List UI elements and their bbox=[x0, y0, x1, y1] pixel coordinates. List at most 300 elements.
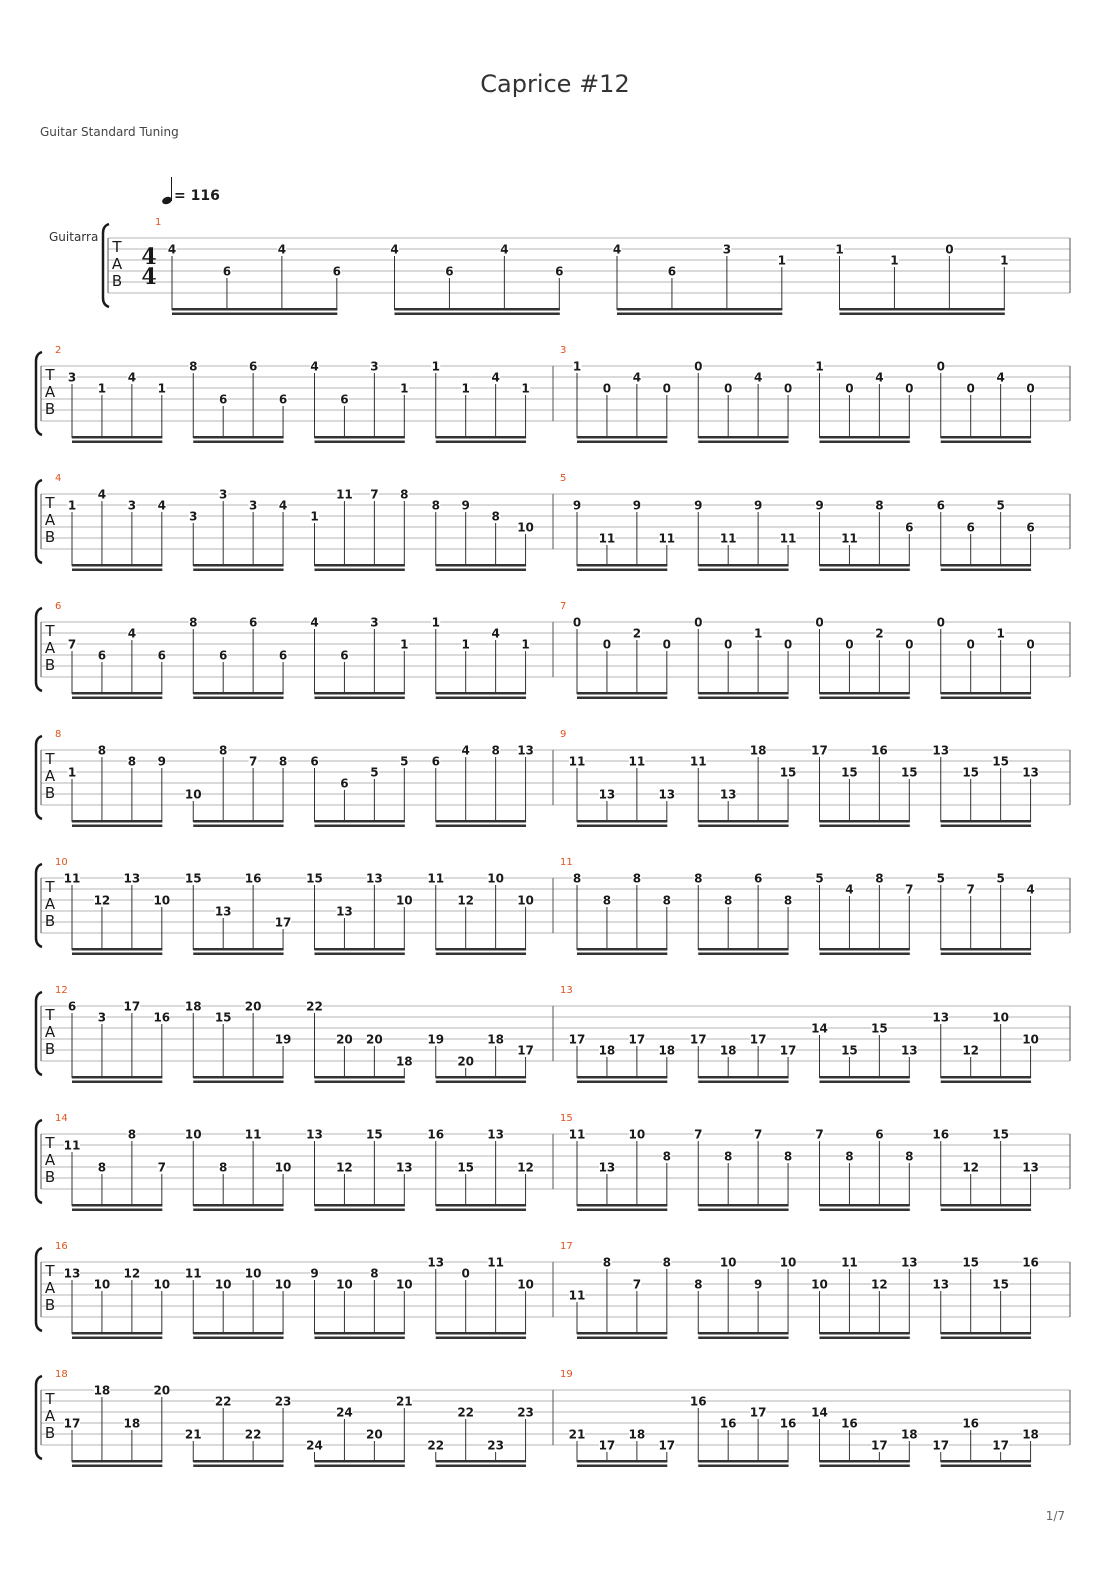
fret-number: 4 bbox=[461, 743, 470, 758]
fret-number: 16 bbox=[427, 1127, 445, 1142]
beam-primary bbox=[436, 1076, 526, 1079]
fret-number: 10 bbox=[336, 1277, 353, 1292]
fret-number: 15 bbox=[366, 1127, 383, 1142]
beam-primary bbox=[698, 1204, 788, 1207]
beam-secondary bbox=[577, 825, 667, 828]
fret-number: 11 bbox=[598, 531, 616, 546]
beam-primary bbox=[577, 820, 667, 823]
fret-number: 0 bbox=[783, 381, 793, 396]
fret-number: 8 bbox=[431, 498, 440, 513]
beam-secondary bbox=[72, 1337, 162, 1340]
fret-number: 11 bbox=[689, 754, 707, 769]
beam-secondary bbox=[315, 953, 405, 956]
fret-number: 4 bbox=[310, 359, 319, 374]
beam-primary bbox=[193, 564, 283, 567]
beam-secondary bbox=[72, 1081, 162, 1084]
fret-number: 10 bbox=[184, 787, 202, 802]
beam-primary bbox=[436, 820, 526, 823]
beam-secondary bbox=[941, 569, 1031, 572]
fret-number: 17 bbox=[598, 1438, 616, 1453]
beam-primary bbox=[436, 948, 526, 951]
fret-number: 1 bbox=[815, 359, 824, 374]
fret-number: 12 bbox=[123, 1266, 141, 1281]
fret-number: 1 bbox=[97, 381, 107, 396]
beam-secondary bbox=[698, 1337, 788, 1340]
fret-number: 15 bbox=[214, 1010, 232, 1025]
beam-primary bbox=[315, 692, 405, 695]
beam-secondary bbox=[840, 313, 1005, 316]
fret-number: 0 bbox=[662, 381, 671, 396]
fret-number: 11 bbox=[568, 1127, 586, 1142]
measure-number: 5 bbox=[560, 473, 567, 484]
beam-secondary bbox=[577, 1465, 667, 1468]
fret-number: 8 bbox=[845, 1149, 854, 1164]
beam-secondary bbox=[698, 441, 788, 444]
fret-number: 0 bbox=[1026, 381, 1035, 396]
tab-clef-letter: B bbox=[44, 784, 56, 802]
fret-number: 20 bbox=[366, 1032, 383, 1047]
fret-number: 1 bbox=[753, 626, 763, 641]
beam-primary bbox=[698, 820, 788, 823]
fret-number: 4 bbox=[127, 626, 137, 641]
beam-secondary bbox=[315, 697, 405, 700]
beam-primary bbox=[436, 692, 526, 695]
beam-secondary bbox=[436, 569, 526, 572]
fret-number: 17 bbox=[517, 1043, 534, 1058]
fret-number: 23 bbox=[274, 1394, 292, 1409]
fret-number: 23 bbox=[487, 1438, 504, 1453]
beam-secondary bbox=[698, 1081, 788, 1084]
tab-clef-letter: A bbox=[44, 1023, 56, 1041]
beam-secondary bbox=[941, 825, 1031, 828]
fret-number: 10 bbox=[153, 893, 171, 908]
fret-number: 15 bbox=[962, 765, 980, 780]
fret-number: 11 bbox=[568, 754, 586, 769]
fret-number: 0 bbox=[966, 637, 975, 652]
tab-clef-letter: B bbox=[44, 656, 56, 674]
beam-primary bbox=[698, 436, 788, 439]
fret-number: 1 bbox=[572, 359, 582, 374]
fret-number: 6 bbox=[248, 359, 258, 374]
fret-number: 13 bbox=[932, 743, 950, 758]
beam-secondary bbox=[193, 1465, 283, 1468]
beam-primary bbox=[820, 1204, 910, 1207]
fret-number: 9 bbox=[632, 498, 642, 513]
fret-number: 11 bbox=[841, 1255, 858, 1270]
fret-number: 13 bbox=[427, 1255, 445, 1270]
fret-number: 4 bbox=[127, 370, 137, 385]
fret-number: 6 bbox=[157, 648, 166, 663]
beam-primary bbox=[436, 1204, 526, 1207]
fret-number: 10 bbox=[274, 1160, 292, 1175]
fret-number: 8 bbox=[127, 1127, 137, 1142]
beam-secondary bbox=[820, 953, 910, 956]
measure-number: 17 bbox=[560, 1241, 573, 1252]
fret-number: 8 bbox=[662, 1255, 671, 1270]
fret-number: 4 bbox=[491, 370, 500, 385]
tab-clef-letter: A bbox=[44, 639, 56, 657]
fret-number: 8 bbox=[783, 1149, 793, 1164]
fret-number: 19 bbox=[427, 1032, 445, 1047]
beam-secondary bbox=[193, 1337, 283, 1340]
beam-primary bbox=[820, 436, 910, 439]
beam-secondary bbox=[315, 825, 405, 828]
fret-number: 0 bbox=[694, 359, 703, 374]
beam-primary bbox=[172, 308, 337, 311]
beam-secondary bbox=[820, 569, 910, 572]
measure-number: 16 bbox=[55, 1241, 68, 1252]
beam-primary bbox=[72, 692, 162, 695]
fret-number: 16 bbox=[1022, 1255, 1039, 1270]
fret-number: 1 bbox=[777, 253, 786, 268]
fret-number: 8 bbox=[602, 1255, 612, 1270]
beam-primary bbox=[698, 564, 788, 567]
beam-secondary bbox=[941, 1337, 1031, 1340]
fret-number: 20 bbox=[153, 1383, 171, 1398]
tab-clef-letter: A bbox=[44, 895, 56, 913]
fret-number: 7 bbox=[67, 637, 77, 652]
beam-secondary bbox=[315, 1465, 405, 1468]
beam-secondary bbox=[315, 569, 405, 572]
fret-number: 0 bbox=[905, 381, 914, 396]
fret-number: 1 bbox=[890, 253, 899, 268]
score-title: Caprice #12 bbox=[480, 70, 630, 98]
fret-number: 18 bbox=[93, 1383, 111, 1398]
fret-number: 11 bbox=[719, 531, 737, 546]
fret-number: 7 bbox=[370, 487, 379, 502]
fret-number: 6 bbox=[248, 615, 258, 630]
fret-number: 8 bbox=[662, 893, 671, 908]
fret-number: 11 bbox=[63, 1138, 81, 1153]
fret-number: 6 bbox=[278, 648, 288, 663]
fret-number: 15 bbox=[962, 1255, 980, 1270]
fret-number: 20 bbox=[336, 1032, 353, 1047]
measure-number: 3 bbox=[560, 345, 567, 356]
fret-number: 13 bbox=[487, 1127, 504, 1142]
fret-number: 8 bbox=[189, 615, 198, 630]
beam-primary bbox=[820, 692, 910, 695]
fret-number: 4 bbox=[390, 242, 399, 257]
fret-number: 4 bbox=[632, 370, 642, 385]
tab-clef-letter: B bbox=[44, 1296, 56, 1314]
fret-number: 6 bbox=[219, 648, 228, 663]
fret-number: 17 bbox=[932, 1438, 950, 1453]
fret-number: 4 bbox=[167, 242, 177, 257]
beam-primary bbox=[72, 1332, 162, 1335]
fret-number: 1 bbox=[521, 637, 530, 652]
tab-clef-letter: B bbox=[44, 1040, 56, 1058]
beam-primary bbox=[436, 1332, 526, 1335]
beam-secondary bbox=[577, 1081, 667, 1084]
fret-number: 8 bbox=[875, 871, 884, 886]
fret-number: 3 bbox=[370, 359, 379, 374]
fret-number: 10 bbox=[487, 871, 504, 886]
beam-primary bbox=[72, 1204, 162, 1207]
fret-number: 20 bbox=[457, 1054, 475, 1069]
fret-number: 17 bbox=[274, 915, 292, 930]
beam-secondary bbox=[820, 1465, 910, 1468]
fret-number: 15 bbox=[871, 1021, 888, 1036]
fret-number: 10 bbox=[779, 1255, 797, 1270]
tab-clef-letter: T bbox=[45, 1262, 55, 1280]
fret-number: 7 bbox=[966, 882, 975, 897]
beam-secondary bbox=[72, 1465, 162, 1468]
tab-clef-letter: B bbox=[44, 400, 56, 418]
fret-number: 4 bbox=[310, 615, 319, 630]
fret-number: 22 bbox=[457, 1405, 475, 1420]
beam-secondary bbox=[315, 1337, 405, 1340]
fret-number: 6 bbox=[431, 754, 440, 769]
beam-secondary bbox=[941, 1209, 1031, 1212]
fret-number: 18 bbox=[184, 999, 202, 1014]
fret-number: 5 bbox=[996, 498, 1005, 513]
fret-number: 13 bbox=[900, 1043, 918, 1058]
fret-number: 12 bbox=[962, 1160, 980, 1175]
fret-number: 24 bbox=[306, 1438, 323, 1453]
beam-primary bbox=[698, 948, 788, 951]
tab-clef-letter: T bbox=[45, 878, 55, 896]
fret-number: 13 bbox=[719, 787, 737, 802]
beam-primary bbox=[315, 1460, 405, 1463]
fret-number: 18 bbox=[487, 1032, 504, 1047]
fret-number: 13 bbox=[306, 1127, 323, 1142]
fret-number: 0 bbox=[936, 359, 945, 374]
fret-number: 8 bbox=[662, 1149, 671, 1164]
fret-number: 8 bbox=[694, 871, 703, 886]
fret-number: 11 bbox=[658, 531, 676, 546]
beam-primary bbox=[941, 1460, 1031, 1463]
fret-number: 13 bbox=[900, 1255, 918, 1270]
fret-number: 13 bbox=[214, 904, 232, 919]
fret-number: 9 bbox=[815, 498, 824, 513]
fret-number: 20 bbox=[366, 1427, 383, 1442]
beam-primary bbox=[315, 948, 405, 951]
fret-number: 1 bbox=[310, 509, 319, 524]
fret-number: 6 bbox=[310, 754, 319, 769]
beam-secondary bbox=[577, 569, 667, 572]
fret-number: 10 bbox=[992, 1010, 1009, 1025]
fret-number: 12 bbox=[517, 1160, 534, 1175]
beam-primary bbox=[941, 436, 1031, 439]
fret-number: 13 bbox=[932, 1010, 950, 1025]
fret-number: 9 bbox=[694, 498, 703, 513]
fret-number: 13 bbox=[63, 1266, 81, 1281]
fret-number: 13 bbox=[598, 1160, 616, 1175]
fret-number: 6 bbox=[222, 264, 232, 279]
tab-clef-letter: T bbox=[45, 494, 55, 512]
fret-number: 5 bbox=[400, 754, 409, 769]
measure-number: 14 bbox=[55, 1113, 68, 1124]
tab-clef-letter: B bbox=[44, 1424, 56, 1442]
beam-secondary bbox=[698, 953, 788, 956]
fret-number: 9 bbox=[157, 754, 166, 769]
fret-number: 15 bbox=[992, 1277, 1009, 1292]
fret-number: 13 bbox=[123, 871, 141, 886]
fret-number: 4 bbox=[996, 370, 1005, 385]
fret-number: 11 bbox=[841, 531, 858, 546]
fret-number: 8 bbox=[783, 893, 793, 908]
beam-primary bbox=[72, 564, 162, 567]
fret-number: 1 bbox=[67, 498, 77, 513]
beam-primary bbox=[941, 948, 1031, 951]
beam-primary bbox=[436, 436, 526, 439]
beam-secondary bbox=[436, 1081, 526, 1084]
fret-number: 12 bbox=[93, 893, 111, 908]
fret-number: 4 bbox=[1026, 882, 1035, 897]
tab-clef-letter: A bbox=[111, 255, 123, 273]
fret-number: 7 bbox=[694, 1127, 703, 1142]
fret-number: 10 bbox=[274, 1277, 292, 1292]
fret-number: 18 bbox=[1022, 1427, 1039, 1442]
beam-secondary bbox=[820, 1337, 910, 1340]
fret-number: 5 bbox=[936, 871, 945, 886]
fret-number: 16 bbox=[841, 1416, 858, 1431]
fret-number: 0 bbox=[662, 637, 671, 652]
beam-primary bbox=[193, 692, 283, 695]
beam-primary bbox=[840, 308, 1005, 311]
beam-primary bbox=[941, 1076, 1031, 1079]
fret-number: 8 bbox=[905, 1149, 914, 1164]
fret-number: 15 bbox=[841, 1043, 858, 1058]
fret-number: 17 bbox=[689, 1032, 707, 1047]
beam-primary bbox=[193, 948, 283, 951]
fret-number: 8 bbox=[724, 893, 733, 908]
beam-secondary bbox=[698, 697, 788, 700]
fret-number: 8 bbox=[491, 509, 500, 524]
beam-primary bbox=[315, 820, 405, 823]
tab-clef-letter: T bbox=[45, 1390, 55, 1408]
tab-clef-letter: A bbox=[44, 511, 56, 529]
beam-primary bbox=[436, 1460, 526, 1463]
fret-number: 11 bbox=[336, 487, 353, 502]
measure-number: 1 bbox=[155, 217, 162, 228]
beam-secondary bbox=[820, 825, 910, 828]
fret-number: 11 bbox=[244, 1127, 262, 1142]
fret-number: 19 bbox=[274, 1032, 292, 1047]
fret-number: 8 bbox=[97, 1160, 107, 1175]
fret-number: 11 bbox=[628, 754, 646, 769]
fret-number: 8 bbox=[632, 871, 642, 886]
beam-primary bbox=[315, 564, 405, 567]
beam-secondary bbox=[577, 953, 667, 956]
fret-number: 8 bbox=[724, 1149, 733, 1164]
beam-secondary bbox=[315, 1081, 405, 1084]
fret-number: 8 bbox=[219, 1160, 228, 1175]
fret-number: 4 bbox=[875, 370, 884, 385]
fret-number: 6 bbox=[278, 392, 288, 407]
fret-number: 4 bbox=[612, 242, 622, 257]
beam-secondary bbox=[941, 1465, 1031, 1468]
fret-number: 10 bbox=[214, 1277, 232, 1292]
fret-number: 13 bbox=[598, 787, 616, 802]
fret-number: 6 bbox=[445, 264, 454, 279]
fret-number: 23 bbox=[517, 1405, 534, 1420]
beam-primary bbox=[315, 1204, 405, 1207]
fret-number: 21 bbox=[568, 1427, 586, 1442]
beam-primary bbox=[315, 1332, 405, 1335]
fret-number: 3 bbox=[97, 1010, 107, 1025]
fret-number: 0 bbox=[945, 242, 954, 257]
beam-primary bbox=[577, 1460, 667, 1463]
beam-secondary bbox=[941, 953, 1031, 956]
fret-number: 1 bbox=[400, 637, 409, 652]
fret-number: 18 bbox=[900, 1427, 918, 1442]
fret-number: 1 bbox=[461, 637, 470, 652]
fret-number: 15 bbox=[992, 1127, 1009, 1142]
beam-secondary bbox=[72, 953, 162, 956]
beam-secondary bbox=[436, 441, 526, 444]
fret-number: 17 bbox=[628, 1032, 646, 1047]
fret-number: 0 bbox=[572, 615, 582, 630]
fret-number: 6 bbox=[936, 498, 945, 513]
measure-number: 6 bbox=[55, 601, 62, 612]
fret-number: 17 bbox=[871, 1438, 888, 1453]
fret-number: 13 bbox=[517, 743, 534, 758]
fret-number: 4 bbox=[157, 498, 166, 513]
beam-secondary bbox=[941, 697, 1031, 700]
fret-number: 8 bbox=[189, 359, 198, 374]
fret-number: 15 bbox=[306, 871, 323, 886]
tab-clef-letter: T bbox=[45, 750, 55, 768]
fret-number: 6 bbox=[667, 264, 677, 279]
fret-number: 7 bbox=[248, 754, 258, 769]
fret-number: 16 bbox=[244, 871, 262, 886]
fret-number: 16 bbox=[689, 1394, 707, 1409]
fret-number: 10 bbox=[395, 1277, 413, 1292]
fret-number: 15 bbox=[184, 871, 202, 886]
fret-number: 8 bbox=[219, 743, 228, 758]
beam-secondary bbox=[820, 697, 910, 700]
beam-primary bbox=[72, 436, 162, 439]
fret-number: 8 bbox=[278, 754, 288, 769]
beam-primary bbox=[698, 1076, 788, 1079]
beam-secondary bbox=[436, 1209, 526, 1212]
fret-number: 6 bbox=[340, 392, 349, 407]
fret-number: 13 bbox=[1022, 765, 1039, 780]
fret-number: 14 bbox=[811, 1021, 828, 1036]
fret-number: 8 bbox=[875, 498, 884, 513]
fret-number: 13 bbox=[932, 1277, 950, 1292]
beam-primary bbox=[698, 1460, 788, 1463]
beam-secondary bbox=[193, 441, 283, 444]
fret-number: 18 bbox=[628, 1427, 646, 1442]
tab-clef-letter: B bbox=[44, 912, 56, 930]
fret-number: 3 bbox=[67, 370, 77, 385]
beam-primary bbox=[72, 948, 162, 951]
fret-number: 17 bbox=[568, 1032, 586, 1047]
fret-number: 10 bbox=[811, 1277, 828, 1292]
fret-number: 22 bbox=[214, 1394, 232, 1409]
fret-number: 10 bbox=[184, 1127, 202, 1142]
fret-number: 7 bbox=[815, 1127, 824, 1142]
fret-number: 11 bbox=[63, 871, 81, 886]
fret-number: 12 bbox=[871, 1277, 888, 1292]
fret-number: 0 bbox=[815, 615, 824, 630]
beam-secondary bbox=[698, 1209, 788, 1212]
fret-number: 10 bbox=[517, 893, 534, 908]
beam-primary bbox=[577, 692, 667, 695]
fret-number: 4 bbox=[491, 626, 500, 641]
fret-number: 8 bbox=[491, 743, 500, 758]
beam-secondary bbox=[577, 1209, 667, 1212]
beam-primary bbox=[577, 564, 667, 567]
beam-primary bbox=[577, 1204, 667, 1207]
beam-primary bbox=[820, 564, 910, 567]
beam-secondary bbox=[72, 697, 162, 700]
beam-primary bbox=[577, 1076, 667, 1079]
tab-clef-letter: A bbox=[44, 1407, 56, 1425]
measure-number: 13 bbox=[560, 985, 573, 996]
